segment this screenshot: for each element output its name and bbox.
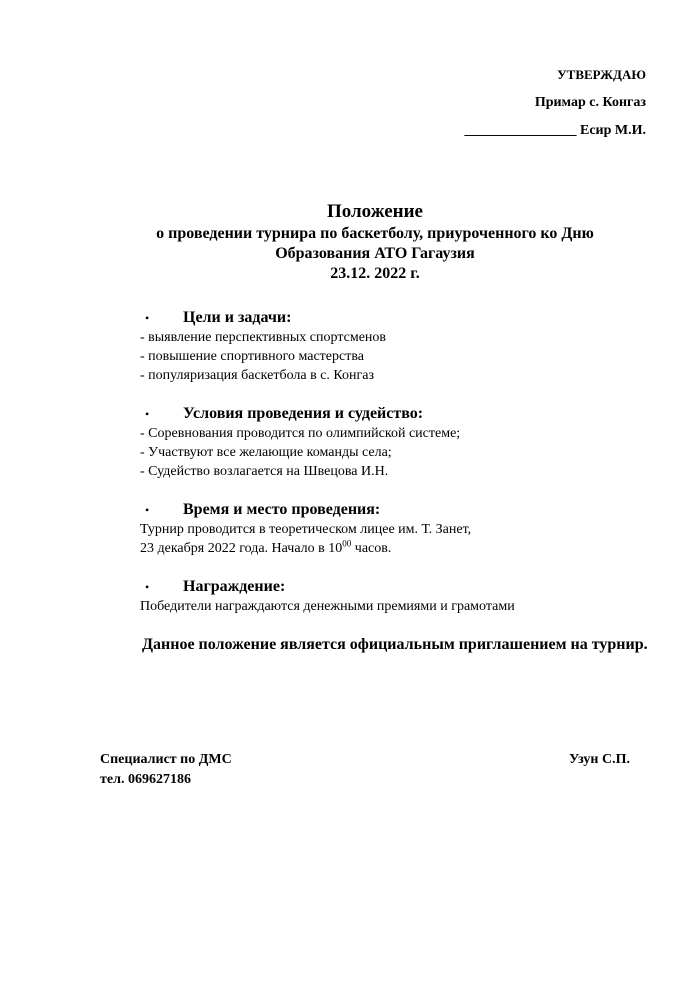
bullet-icon: • (145, 311, 150, 325)
signer-position: Специалист по ДМС (100, 752, 232, 767)
list-item: Турнир проводится в теоретическом лицее им. Т. Занет, (140, 522, 472, 537)
start-time-minutes: 00 (342, 538, 352, 549)
document-subtitle-line2: Образования АТО Гагаузия (275, 245, 475, 262)
document-title-block (60, 200, 690, 284)
signature-block (100, 750, 630, 790)
approval-heading: УТВЕРЖДАЮ (557, 67, 646, 82)
signer-phone: тел. 069627186 (100, 772, 191, 787)
signer-name: Узун С.П. (568, 752, 630, 767)
start-time-suffix: часов. (351, 541, 392, 556)
document-subtitle-line1: о проведении турнира по баскетболу, приуроченного ко Дню (156, 225, 594, 242)
section-heading-text: Условия проведения и судейство: (183, 405, 424, 422)
section-heading (140, 404, 660, 424)
start-time-text: 23 декабря 2022 года. Начало в 10 (140, 541, 343, 556)
section-heading-text: Награждение: (183, 578, 286, 595)
section-heading (140, 500, 660, 520)
section-goals (140, 308, 660, 385)
list-item: - повышение спортивного мастерства (140, 349, 364, 364)
section-heading-text: Цели и задачи: (183, 309, 292, 326)
document-date: 23.12. 2022 г. (330, 265, 420, 282)
list-item: Победители награждаются денежными премиями и грамотами (140, 599, 515, 614)
list-item: - выявление перспективных спортсменов (140, 330, 387, 345)
closing-statement: Данное положение является официальным приглашением на турнир. (142, 636, 648, 653)
bullet-icon: • (145, 503, 150, 517)
bullet-icon: • (145, 580, 150, 594)
section-conditions (140, 404, 660, 481)
approval-signature-line: ________________ Есир М.И. (464, 123, 646, 138)
list-item: - Участвуют все желающие команды села; (140, 445, 392, 460)
document-title: Положение (326, 201, 423, 222)
approval-block (464, 66, 646, 140)
approval-position: Примар с. Конгаз (534, 95, 646, 110)
list-item (140, 539, 660, 558)
list-item: - популяризация баскетбола в с. Конгаз (140, 368, 375, 383)
list-item: - Судейство возлагается на Швецова И.Н. (140, 464, 389, 479)
section-time-place (140, 500, 660, 558)
list-item: - Соревнования проводится по олимпийской системе; (140, 426, 461, 441)
section-heading (140, 308, 660, 328)
section-awards (140, 577, 660, 616)
section-heading-text: Время и место проведения: (183, 501, 381, 518)
bullet-icon: • (145, 407, 150, 421)
section-heading (140, 577, 660, 597)
